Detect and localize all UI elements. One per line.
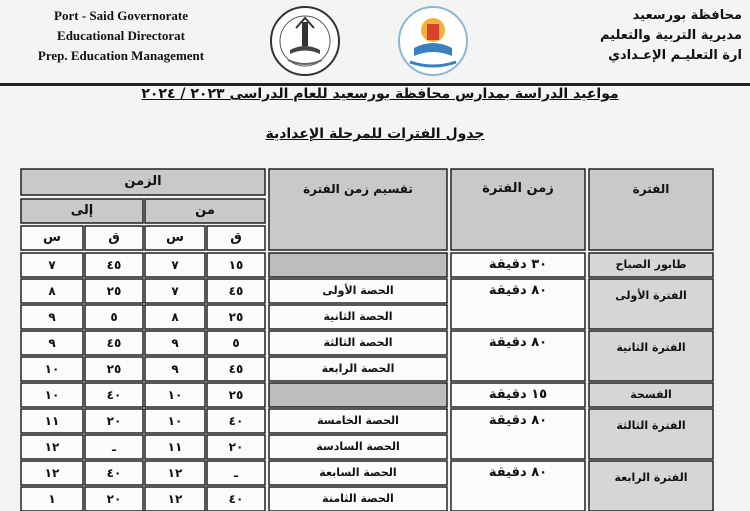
table-row-division: الحصة السابعة [319,466,397,479]
table-row-time-value: ٨ [48,284,56,298]
table-row-time-value: ٤٠ [106,466,122,480]
table-row-time-value: ١٠ [167,388,183,402]
arabic-header-line: ارة التعليـم الإعـدادي [608,48,742,63]
table-row-division: الحصة الثامنة [322,492,394,505]
schedule-table [21,166,714,506]
table-row-time-value: ٤٠ [228,492,244,506]
header-period-label: الفترة [632,182,670,196]
header-division-label: تقسيم زمن الفترة [303,182,413,196]
header-unit-label: س [166,230,184,245]
header-unit-label: ق [108,230,120,245]
header-unit-label: ق [230,230,242,245]
table-row-time-value: ٢٠ [228,440,244,454]
table-row-time-value: ٥ [110,310,118,324]
table-row-time-value: ٩ [171,336,179,350]
table-period-label: الفترة الثانية [616,341,686,354]
table-period-label: الفترة الثالثة [616,419,686,432]
education-directorate-seal-logo [268,4,342,78]
table-row-time-value: ١١ [44,414,60,428]
english-header [6,6,236,66]
english-header-line: Educational Directorat [57,28,185,43]
header-from-label: من [195,203,215,218]
table-row-time-value: ٧ [48,258,56,272]
table-row-time-value: ١٢ [167,492,183,506]
table-row-time-value: ١١ [167,440,183,454]
table-row-time-value: ٢٥ [106,362,122,376]
table-duration-label: ٨٠ دقيقة [488,335,548,350]
table-row-time-value: ٥ [232,336,240,350]
table-row-time-value: ٧ [171,284,179,298]
arabic-header-line: محافظة بورسعيد [632,8,742,23]
page-subtitle: جدول الفترات للمرحلة الإعدادية [265,126,485,142]
table-duration-label: ١٥ دقيقة [488,387,548,402]
table-row-time-value: ٨ [171,310,179,324]
table-row-division: الحصة الثانية [323,310,393,323]
ministry-logo [396,4,470,78]
table-row-time-value: ١٠ [44,362,60,376]
table-row-division: الحصة الثالثة [323,336,393,349]
table-row-division: الحصة السادسة [316,440,400,453]
table-row-division-cell [269,383,447,407]
table-duration-label: ٨٠ دقيقة [488,413,548,428]
table-period-label: الفترة الأولى [615,289,687,302]
header-unit-label: س [43,230,61,245]
english-header-line: Prep. Education Management [37,48,205,63]
arabic-header [542,6,742,66]
table-row-time-value: ١٢ [44,466,60,480]
table-period-label: الفسحة [630,388,672,401]
table-duration-label: ٨٠ دقيقة [488,465,548,480]
table-row-time-value: ٩ [48,310,56,324]
table-row-time-value: ٢٠ [106,414,122,428]
table-row-time-value: ٤٠ [106,388,122,402]
header-time-label: الزمن [124,174,162,189]
english-header-line: Port - Said Governorate [54,8,188,23]
arabic-header-line: مديرية التربية والتعليم [599,28,742,43]
table-row-time-value: ١٢ [167,466,183,480]
table-row-time-value: ٤٥ [106,336,122,350]
header-to-label: إلى [70,203,94,218]
table-row-time-value: ٢٥ [106,284,122,298]
table-row-time-value: ٢٥ [228,388,244,402]
table-row-time-value: ١ [48,492,56,506]
table-row-time-value: ١٢ [44,440,60,454]
table-row-time-value: ٤٠ [228,414,244,428]
table-row-time-value: ٢٥ [228,310,244,324]
page-title: مواعيد الدراسة بمدارس محافظة بورسعيد للعام الدراسى ٢٠٢٣ / ٢٠٢٤ [141,86,619,102]
table-period-label: الفترة الرابعة [614,471,688,484]
table-row-time-value: ٤٥ [106,258,122,272]
table-row-division: الحصة الخامسة [317,414,399,427]
table-row-time-value: ٤٥ [228,284,244,298]
table-row-division: الحصة الرابعة [321,362,395,375]
table-row-division-cell [269,253,447,277]
table-row-time-value: ١٠ [167,414,183,428]
table-row-time-value: ـ [111,440,117,454]
table-duration-label: ٣٠ دقيقة [488,257,548,272]
header-duration-label: زمن الفترة [482,181,554,196]
table-row-time-value: ٩ [171,362,179,376]
table-row-time-value: ـ [233,466,239,480]
table-row-time-value: ٧ [171,258,179,272]
table-row-time-value: ٢٠ [106,492,122,506]
table-row-time-value: ٩ [48,336,56,350]
table-period-label: طابور الصباح [615,258,687,271]
table-row-time-value: ٤٥ [228,362,244,376]
table-row-time-value: ١٥ [228,258,244,272]
table-row-time-value: ١٠ [44,388,60,402]
table-row-division: الحصة الأولى [322,284,394,297]
table-duration-label: ٨٠ دقيقة [488,283,548,298]
